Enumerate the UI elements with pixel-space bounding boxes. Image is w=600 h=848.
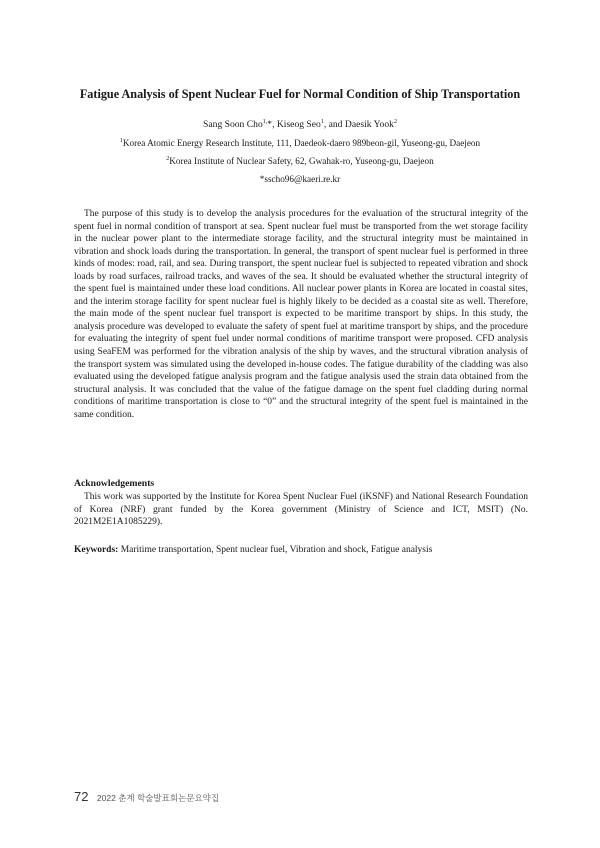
author-separator: , and — [323, 119, 345, 130]
author-3-affiliation: 2 — [393, 118, 397, 125]
page-number: 72 — [74, 789, 89, 804]
author-1: Sang Soon Cho — [203, 119, 263, 130]
affiliation-2 — [40, 156, 560, 166]
author-1-affiliation: 1, — [262, 118, 268, 125]
keywords-text: Maritime transportation, Spent nuclear fuel, Vibration and shock, Fatigue analysis — [118, 545, 433, 555]
affiliation-2-text: Korea Institute of Nuclear Safety, 62, Gwahak-ro, Yuseong-gu, Daejeon — [169, 156, 434, 166]
author-3: Daesik Yook — [344, 119, 394, 130]
affiliation-1 — [40, 138, 560, 148]
page-footer — [74, 788, 219, 806]
keywords-label: Keywords: — [74, 545, 119, 555]
author-2: Kiseog Seo — [276, 119, 321, 130]
author-list — [40, 119, 560, 130]
acknowledgements-paragraph: This work was supported by the Institute for Korea Spent Nuclear Fuel (iKSNF) and National Research Foundation of Korea (NRF) grant funded by the Korea government (Ministry of Science and ICT, MSIT) (No. 2021M2E1A1085229). — [74, 492, 528, 528]
acknowledgements-heading: Acknowledgements — [74, 478, 155, 489]
affiliation-1-text: Korea Atomic Energy Research Institute, 111, Daedeok-daero 989beon-gil, Yuseong-gu, Daejeon — [122, 138, 481, 148]
author-2-affiliation: 1 — [320, 118, 324, 125]
corresponding-email: *sscho96@kaeri.re.kr — [259, 174, 341, 184]
affiliation-1-number: 1 — [119, 137, 123, 144]
proceedings-title: 2022 춘계 학술발표회논문요약집 — [96, 793, 220, 803]
keywords-line — [74, 545, 528, 555]
affiliation-2-number: 2 — [166, 155, 170, 162]
abstract-paragraph: The purpose of this study is to develop the analysis procedures for the evaluation of the structural integrity of the spent fuel in normal condition of transport at sea. Spent nuclear fuel must be transported from the wet storage facility in the nuclear power plant to the intermediate storage facility, and the structural integrity must be maintained in vibration and shock loads during the transportation. In general, the transport of spent nuclear fuel is performed in three kinds of modes: road, rail, and sea. During transport, the spent nuclear fuel is subjected to repeated vibration and shock loads by road surfaces, railroad tracks, and waves of the sea. It should be evaluated whether the structural integrity of the spent fuel is maintained under these load conditions. All nuclear power plants in Korea are located in coastal sites, and the interim storage facility for spent nuclear fuel is highly likely to be decided as a coastal site as well. Therefore, the main mode of the spent nuclear fuel transport is expected to be maritime transport by ships. In this study, the analysis procedure was developed to evaluate the safety of spent fuel at maritime transport by ships, and the procedure for evaluating the integrity of spent fuel under normal conditions of maritime transport were proposed. CFD analysis using SeaFEM was performed for the vibration analysis of the ship by waves, and the structural vibration analysis of the transport system was simulated using the developed in-house codes. The fatigue durability of the cladding was also evaluated using the developed fatigue analysis program and the fatigue analysis used the strain data obtained from the structural analysis. It was concluded that the value of the fatigue damage on the spent fuel cladding during normal conditions of maritime transportation is close to “0” and the structural integrity of the spent fuel is maintained in the same condition. — [74, 209, 528, 420]
corresponding-mark: *, — [267, 119, 277, 130]
paper-title: Fatigue Analysis of Spent Nuclear Fuel for Normal Condition of Ship Transportation — [79, 87, 521, 101]
